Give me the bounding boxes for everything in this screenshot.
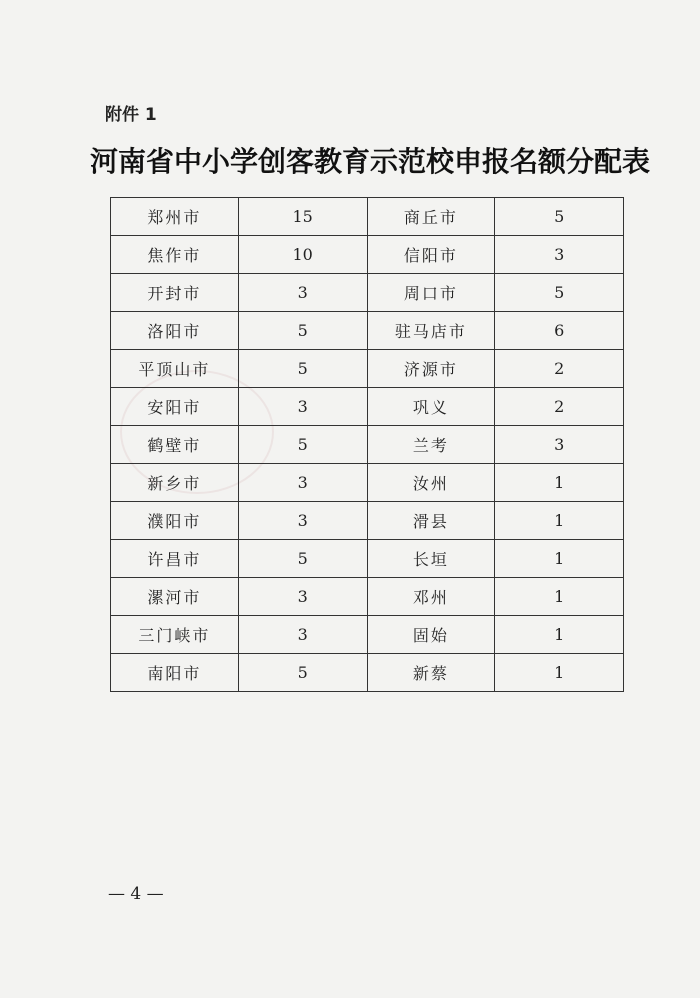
quota-cell: 3 — [238, 616, 367, 654]
quota-cell: 1 — [495, 616, 624, 654]
city-cell: 新蔡 — [367, 654, 495, 692]
quota-cell: 3 — [238, 274, 367, 312]
table-row — [111, 654, 624, 692]
quota-cell: 5 — [238, 540, 367, 578]
quota-cell: 10 — [238, 236, 367, 274]
city-cell: 济源市 — [367, 350, 495, 388]
city-cell: 固始 — [367, 616, 495, 654]
quota-cell: 15 — [238, 198, 367, 236]
city-cell: 商丘市 — [367, 198, 495, 236]
city-cell: 平顶山市 — [111, 350, 239, 388]
quota-cell: 5 — [238, 654, 367, 692]
quota-cell: 5 — [495, 198, 624, 236]
quota-cell: 5 — [238, 312, 367, 350]
city-cell: 鹤壁市 — [111, 426, 239, 464]
city-cell: 三门峡市 — [111, 616, 239, 654]
city-cell: 濮阳市 — [111, 502, 239, 540]
quota-cell: 3 — [238, 578, 367, 616]
table-row — [111, 426, 624, 464]
quota-table-body — [111, 198, 624, 692]
table-row — [111, 312, 624, 350]
quota-cell: 5 — [238, 426, 367, 464]
page-number: — 4 — — [108, 884, 164, 904]
quota-cell: 1 — [495, 464, 624, 502]
quota-cell: 3 — [495, 236, 624, 274]
city-cell: 滑县 — [367, 502, 495, 540]
city-cell: 驻马店市 — [367, 312, 495, 350]
quota-cell: 5 — [238, 350, 367, 388]
city-cell: 洛阳市 — [111, 312, 239, 350]
city-cell: 邓州 — [367, 578, 495, 616]
city-cell: 安阳市 — [111, 388, 239, 426]
city-cell: 周口市 — [367, 274, 495, 312]
table-row — [111, 198, 624, 236]
quota-cell: 2 — [495, 388, 624, 426]
quota-cell: 1 — [495, 578, 624, 616]
table-row — [111, 616, 624, 654]
city-cell: 开封市 — [111, 274, 239, 312]
table-row — [111, 274, 624, 312]
city-cell: 许昌市 — [111, 540, 239, 578]
page-title: 河南省中小学创客教育示范校申报名额分配表 — [89, 145, 650, 178]
city-cell: 巩义 — [367, 388, 495, 426]
city-cell: 汝州 — [367, 464, 495, 502]
city-cell: 焦作市 — [111, 236, 239, 274]
quota-cell: 5 — [495, 274, 624, 312]
quota-cell: 1 — [495, 654, 624, 692]
city-cell: 郑州市 — [111, 198, 239, 236]
quota-cell: 1 — [495, 502, 624, 540]
table-row — [111, 350, 624, 388]
table-row — [111, 540, 624, 578]
quota-cell: 6 — [495, 312, 624, 350]
city-cell: 信阳市 — [367, 236, 495, 274]
quota-cell: 3 — [238, 502, 367, 540]
quota-cell: 3 — [238, 464, 367, 502]
table-row — [111, 502, 624, 540]
table-row — [111, 236, 624, 274]
city-cell: 长垣 — [367, 540, 495, 578]
city-cell: 兰考 — [367, 426, 495, 464]
quota-table — [110, 197, 624, 692]
city-cell: 南阳市 — [111, 654, 239, 692]
city-cell: 新乡市 — [111, 464, 239, 502]
city-cell: 漯河市 — [111, 578, 239, 616]
table-row — [111, 578, 624, 616]
quota-cell: 1 — [495, 540, 624, 578]
attachment-label: 附件 1 — [105, 105, 157, 125]
quota-cell: 3 — [495, 426, 624, 464]
table-row — [111, 464, 624, 502]
quota-cell: 2 — [495, 350, 624, 388]
quota-cell: 3 — [238, 388, 367, 426]
table-row — [111, 388, 624, 426]
